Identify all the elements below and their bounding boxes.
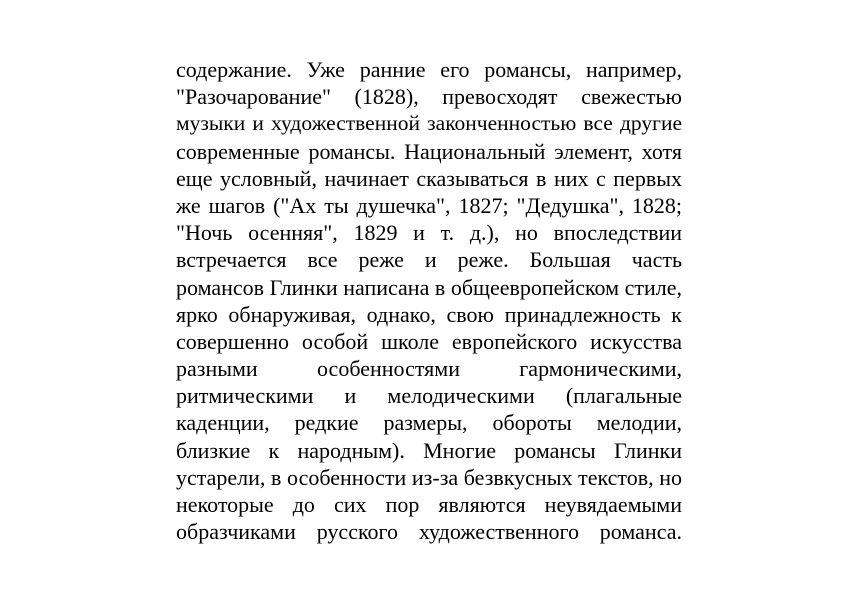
text-line: совершенно особой школе европейского искусства <box>176 328 682 354</box>
text-line: ритмическими и мелодическими (плагальные <box>176 383 682 409</box>
text-line: каденции, редкие размеры, обороты мелодии, <box>176 410 682 436</box>
text-line: ярко обнаруживая, однако, свою принадлежность к <box>176 301 682 327</box>
text-line: "Ночь осенняя", 1829 и т. д.), но впоследствии <box>176 220 682 246</box>
text-line: близкие к народным). Многие романсы Глинки <box>176 437 682 463</box>
text-line: еще условный, начинает сказываться в них с первых <box>176 165 682 191</box>
text-line: же шагов ("Ах ты душечка", 1827; "Дедушка", 1828; <box>176 192 682 218</box>
text-line: "Разочарование" (1828), превосходят свежестью <box>176 84 682 110</box>
text-line: разными особенностями гармоническими, <box>176 356 682 382</box>
text-line: современные романсы. Национальный элемент, хотя <box>176 138 682 164</box>
text-line: некоторые до сих пор являются неувядаемыми <box>176 492 682 517</box>
text-line: романсов Глинки написана в общеевропейском стиле, <box>176 274 682 300</box>
body-paragraph <box>176 56 682 545</box>
text-line: образчиками русского художественного романса. <box>176 519 682 545</box>
text-line: музыки и художественной законченностью все другие <box>176 111 682 136</box>
text-line: содержание. Уже ранние его романсы, например, <box>176 57 682 82</box>
text-line: встречается все реже и реже. Большая часть <box>176 247 682 273</box>
text-line: устарели, в особенности из-за безвкусных текстов, но <box>176 464 682 490</box>
